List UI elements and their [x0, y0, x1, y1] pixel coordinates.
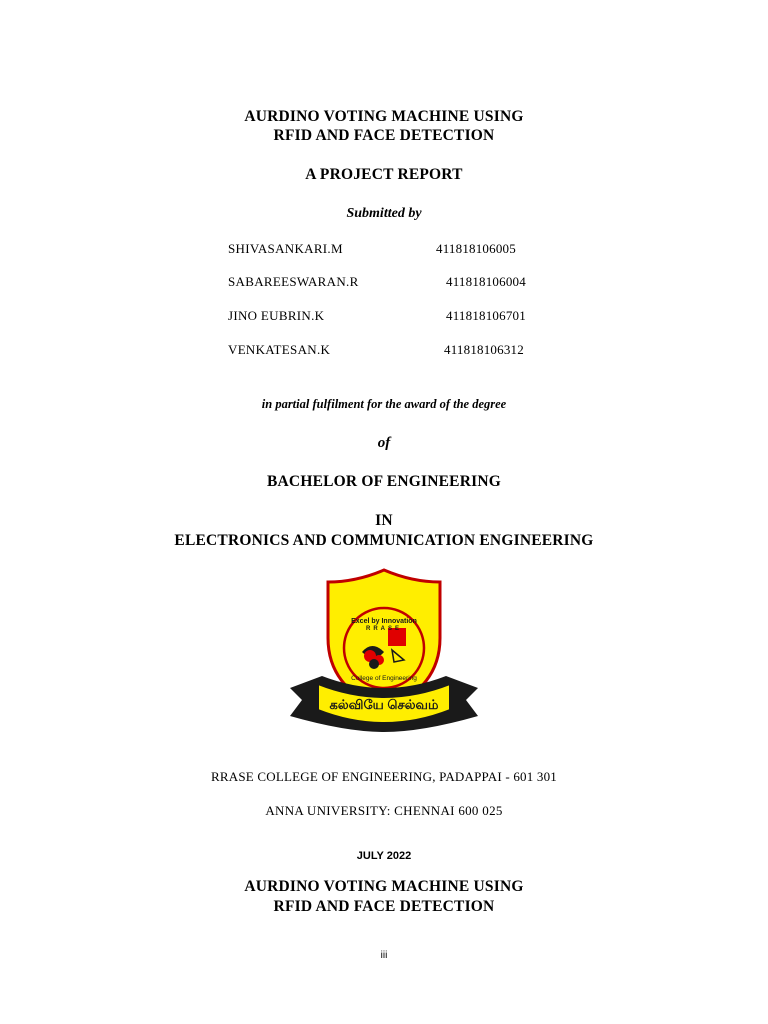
student-id: 411818106312	[444, 342, 524, 357]
logo-ring-text: RRASE	[365, 626, 402, 632]
in-text: IN	[375, 512, 393, 529]
repeat-title-line1: AURDINO VOTING MACHINE USING	[244, 878, 524, 895]
report-title-line1: AURDINO VOTING MACHINE USING	[244, 108, 524, 125]
student-name: SHIVASANKARI.M	[228, 241, 343, 256]
university-name: ANNA UNIVERSITY: CHENNAI 600 025	[265, 803, 503, 818]
logo-tamil-banner: கல்வியே செல்வம்	[329, 697, 439, 712]
logo-motto: Excel by Innovation	[351, 618, 417, 625]
student-name: JINO EUBRIN.K	[228, 308, 325, 323]
report-type: A PROJECT REPORT	[305, 166, 463, 183]
submitted-by-label: Submitted by	[346, 206, 422, 221]
college-crest-svg	[262, 560, 506, 756]
fulfilment-text: in partial fulfilment for the award of the degree	[261, 397, 507, 411]
repeat-title-line2: RFID AND FACE DETECTION	[273, 898, 495, 915]
report-title-line2: RFID AND FACE DETECTION	[273, 127, 495, 144]
college-logo	[262, 560, 506, 756]
of-text: of	[377, 435, 391, 451]
college-address: RRASE COLLEGE OF ENGINEERING, PADAPPAI - 601 301	[211, 769, 557, 784]
logo-college-label: College of Engineering	[351, 675, 417, 682]
student-name: SABAREESWARAN.R	[228, 274, 359, 289]
student-name: VENKATESAN.K	[228, 342, 331, 357]
student-id: 411818106005	[436, 241, 516, 256]
student-id: 411818106701	[446, 308, 526, 323]
report-date: JULY 2022	[356, 850, 412, 862]
page-number: iii	[380, 950, 388, 961]
branch-name: ELECTRONICS AND COMMUNICATION ENGINEERING	[174, 532, 594, 549]
degree-name: BACHELOR OF ENGINEERING	[267, 473, 501, 490]
student-id: 411818106004	[446, 274, 526, 289]
